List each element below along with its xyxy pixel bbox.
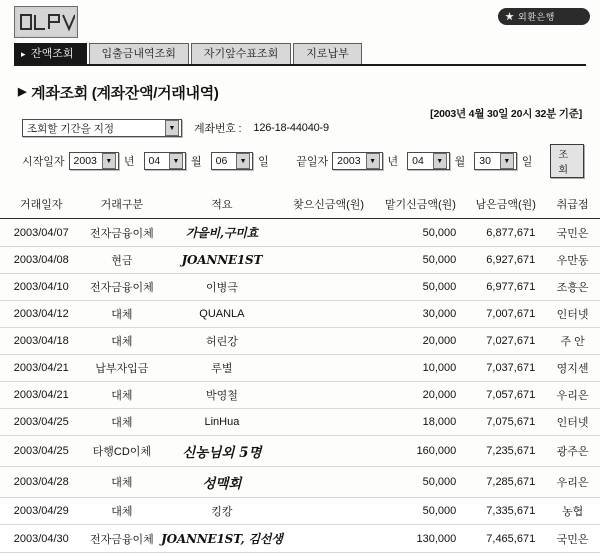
table-row bbox=[0, 525, 600, 553]
cell-type: 대체 bbox=[83, 301, 162, 328]
table-row bbox=[0, 247, 600, 274]
start-day-unit: 일 bbox=[258, 156, 269, 168]
cell-date: 2003/04/28 bbox=[0, 467, 83, 498]
cell-date: 2003/04/12 bbox=[0, 301, 83, 328]
cell-withdraw bbox=[283, 467, 375, 498]
cell-balance: 7,057,671 bbox=[466, 382, 545, 409]
page-title-text: 계좌조회 (계좌잔액/거래내역) bbox=[31, 85, 219, 102]
end-month-select[interactable] bbox=[407, 152, 449, 170]
cell-withdraw bbox=[283, 409, 375, 436]
end-date-label: 끝일자 bbox=[296, 156, 329, 168]
cell-memo: 성맥회 bbox=[161, 467, 282, 498]
cell-withdraw bbox=[283, 355, 375, 382]
chevron-down-icon: ▼ bbox=[236, 153, 250, 169]
cell-balance: 6,877,671 bbox=[466, 219, 545, 247]
cell-memo: QUANLA bbox=[161, 301, 282, 328]
cell-branch: 영지센 bbox=[545, 355, 600, 382]
cell-deposit: 50,000 bbox=[374, 274, 466, 301]
chevron-down-icon: ▼ bbox=[366, 153, 380, 169]
table-row bbox=[0, 301, 600, 328]
cell-balance: 7,027,671 bbox=[466, 328, 545, 355]
chevron-down-icon: ▼ bbox=[169, 153, 183, 169]
table-header-row bbox=[0, 192, 600, 219]
cell-memo: 허린강 bbox=[161, 328, 282, 355]
cell-deposit: 50,000 bbox=[374, 247, 466, 274]
cell-deposit: 50,000 bbox=[374, 467, 466, 498]
cell-type: 전자금융이체 bbox=[83, 219, 162, 247]
chevron-down-icon: ▼ bbox=[433, 153, 447, 169]
cell-withdraw bbox=[283, 498, 375, 525]
cell-date: 2003/04/25 bbox=[0, 436, 83, 467]
table-row bbox=[0, 467, 600, 498]
start-date-label: 시작일자 bbox=[22, 156, 65, 168]
table-row bbox=[0, 409, 600, 436]
cell-date: 2003/04/25 bbox=[0, 409, 83, 436]
start-day-select[interactable] bbox=[211, 152, 253, 170]
table-row bbox=[0, 355, 600, 382]
table-row bbox=[0, 274, 600, 301]
cell-type: 대체 bbox=[83, 382, 162, 409]
account-number-value: 126-18-44040-9 bbox=[253, 122, 329, 134]
cell-branch: 조흥은 bbox=[545, 274, 600, 301]
cell-withdraw bbox=[283, 328, 375, 355]
end-year-select[interactable] bbox=[332, 152, 382, 170]
cell-type: 대체 bbox=[83, 409, 162, 436]
cell-date: 2003/04/10 bbox=[0, 274, 83, 301]
column-header-memo: 적요 bbox=[161, 192, 282, 219]
account-number-label: 계좌번호 : bbox=[194, 123, 242, 135]
cell-type: 현금 bbox=[83, 247, 162, 274]
start-month-value: 04 bbox=[148, 155, 161, 167]
page-header bbox=[0, 0, 600, 42]
start-year-unit: 년 bbox=[123, 156, 135, 168]
arrow-right-icon: ▶ bbox=[18, 86, 27, 98]
cell-memo: 신농님외 5명 bbox=[161, 436, 282, 467]
cell-memo: 박영철 bbox=[161, 382, 282, 409]
cell-deposit: 10,000 bbox=[374, 355, 466, 382]
start-month-unit: 월 bbox=[191, 156, 202, 168]
cell-balance: 7,235,671 bbox=[466, 436, 545, 467]
start-day-value: 06 bbox=[215, 155, 228, 167]
cell-withdraw bbox=[283, 247, 375, 274]
cell-date: 2003/04/18 bbox=[0, 328, 83, 355]
start-month-select[interactable] bbox=[144, 152, 186, 170]
cell-deposit: 130,000 bbox=[374, 525, 466, 553]
column-header-date: 거래일자 bbox=[0, 192, 83, 219]
cell-branch: 국민은 bbox=[545, 219, 600, 247]
cell-memo: 가을비,구미효 bbox=[161, 219, 282, 247]
end-month-value: 04 bbox=[412, 155, 424, 167]
chevron-down-icon: ▼ bbox=[500, 153, 514, 169]
cell-date: 2003/04/30 bbox=[0, 525, 83, 553]
table-row bbox=[0, 382, 600, 409]
star-icon bbox=[505, 12, 514, 21]
cell-withdraw bbox=[283, 525, 375, 553]
transaction-table bbox=[0, 192, 600, 553]
cell-date: 2003/04/29 bbox=[0, 498, 83, 525]
table-row bbox=[0, 436, 600, 467]
cell-branch: 농협 bbox=[545, 498, 600, 525]
cell-branch: 인터넷 bbox=[545, 409, 600, 436]
tab-balance-inquiry[interactable]: ▸ 잔액조회 bbox=[14, 43, 87, 64]
cell-type: 납부자입금 bbox=[83, 355, 162, 382]
cell-type: 대체 bbox=[83, 328, 162, 355]
column-header-balance: 남은금액(원) bbox=[466, 192, 545, 219]
table-row bbox=[0, 219, 600, 247]
cell-type: 대체 bbox=[83, 498, 162, 525]
page-title bbox=[18, 82, 600, 103]
cell-balance: 7,007,671 bbox=[466, 301, 545, 328]
cell-memo: 루별 bbox=[161, 355, 282, 382]
cell-memo: LinHua bbox=[161, 409, 282, 436]
cell-balance: 6,977,671 bbox=[466, 274, 545, 301]
cell-deposit: 50,000 bbox=[374, 219, 466, 247]
column-header-type: 거래구분 bbox=[83, 192, 162, 219]
cell-branch: 우리은 bbox=[545, 467, 600, 498]
end-year-value: 2003 bbox=[337, 155, 361, 167]
end-day-select[interactable] bbox=[474, 152, 516, 170]
column-header-branch: 취급점 bbox=[545, 192, 600, 219]
query-form bbox=[22, 119, 584, 178]
tab-giro-payment[interactable]: 지로납부 bbox=[293, 43, 362, 64]
cell-memo: 킹캉 bbox=[161, 498, 282, 525]
start-year-value: 2003 bbox=[73, 155, 97, 167]
cell-memo: 이병극 bbox=[161, 274, 282, 301]
end-year-unit: 년 bbox=[387, 156, 399, 168]
cell-withdraw bbox=[283, 274, 375, 301]
cell-deposit: 20,000 bbox=[374, 328, 466, 355]
cell-date: 2003/04/08 bbox=[0, 247, 83, 274]
column-header-withdraw: 찾으신금액(원) bbox=[283, 192, 375, 219]
cell-type: 전자금융이체 bbox=[83, 274, 162, 301]
cell-deposit: 18,000 bbox=[374, 409, 466, 436]
cell-deposit: 30,000 bbox=[374, 301, 466, 328]
cell-date: 2003/04/07 bbox=[0, 219, 83, 247]
end-day-unit: 일 bbox=[521, 156, 533, 168]
inquiry-timestamp: [2003년 4월 30일 20시 32분 기준] bbox=[430, 108, 582, 120]
cell-type: 대체 bbox=[83, 467, 162, 498]
cell-deposit: 160,000 bbox=[374, 436, 466, 467]
cell-withdraw bbox=[283, 436, 375, 467]
cell-branch: 광주은 bbox=[545, 436, 600, 467]
cell-type: 전자금융이체 bbox=[83, 525, 162, 553]
cell-balance: 7,037,671 bbox=[466, 355, 545, 382]
cell-branch: 우만동 bbox=[545, 247, 600, 274]
cell-balance: 7,075,671 bbox=[466, 409, 545, 436]
cell-withdraw bbox=[283, 301, 375, 328]
cell-balance: 6,927,671 bbox=[466, 247, 545, 274]
cell-balance: 7,335,671 bbox=[466, 498, 545, 525]
cell-branch: 국민은 bbox=[545, 525, 600, 553]
period-select-value: 조회할 기간을 지정 bbox=[27, 122, 114, 135]
bank-badge bbox=[498, 8, 590, 25]
column-header-deposit: 맡기신금액(원) bbox=[374, 192, 466, 219]
cell-branch: 인터넷 bbox=[545, 301, 600, 328]
bank-logo bbox=[14, 6, 78, 38]
bank-badge-label: 외환은행 bbox=[518, 12, 555, 22]
cell-branch: 우리은 bbox=[545, 382, 600, 409]
period-select[interactable] bbox=[22, 119, 182, 137]
chevron-down-icon: ▼ bbox=[102, 153, 116, 169]
cell-balance: 7,285,671 bbox=[466, 467, 545, 498]
cell-branch: 주 안 bbox=[545, 328, 600, 355]
tab-bar bbox=[14, 42, 586, 66]
cell-date: 2003/04/21 bbox=[0, 355, 83, 382]
cell-type: 타행CD이체 bbox=[83, 436, 162, 467]
start-year-select[interactable] bbox=[69, 152, 119, 170]
cell-withdraw bbox=[283, 382, 375, 409]
end-month-unit: 월 bbox=[454, 156, 466, 168]
cell-deposit: 50,000 bbox=[374, 498, 466, 525]
cell-balance: 7,465,671 bbox=[466, 525, 545, 553]
table-row bbox=[0, 498, 600, 525]
cell-date: 2003/04/21 bbox=[0, 382, 83, 409]
tab-cashiers-check-inquiry[interactable]: 자기앞수표조회 bbox=[191, 43, 291, 64]
tab-deposit-withdrawal-inquiry[interactable]: 입출금내역조회 bbox=[89, 43, 189, 64]
cell-withdraw bbox=[283, 219, 375, 247]
cell-memo: JOANNE1ST bbox=[161, 247, 282, 274]
chevron-down-icon: ▼ bbox=[165, 120, 179, 136]
cell-deposit: 20,000 bbox=[374, 382, 466, 409]
table-row bbox=[0, 328, 600, 355]
search-button[interactable]: 조회 bbox=[550, 144, 584, 178]
cell-memo: JOANNE1ST, 김선생 bbox=[161, 525, 282, 553]
end-day-value: 30 bbox=[479, 155, 491, 167]
